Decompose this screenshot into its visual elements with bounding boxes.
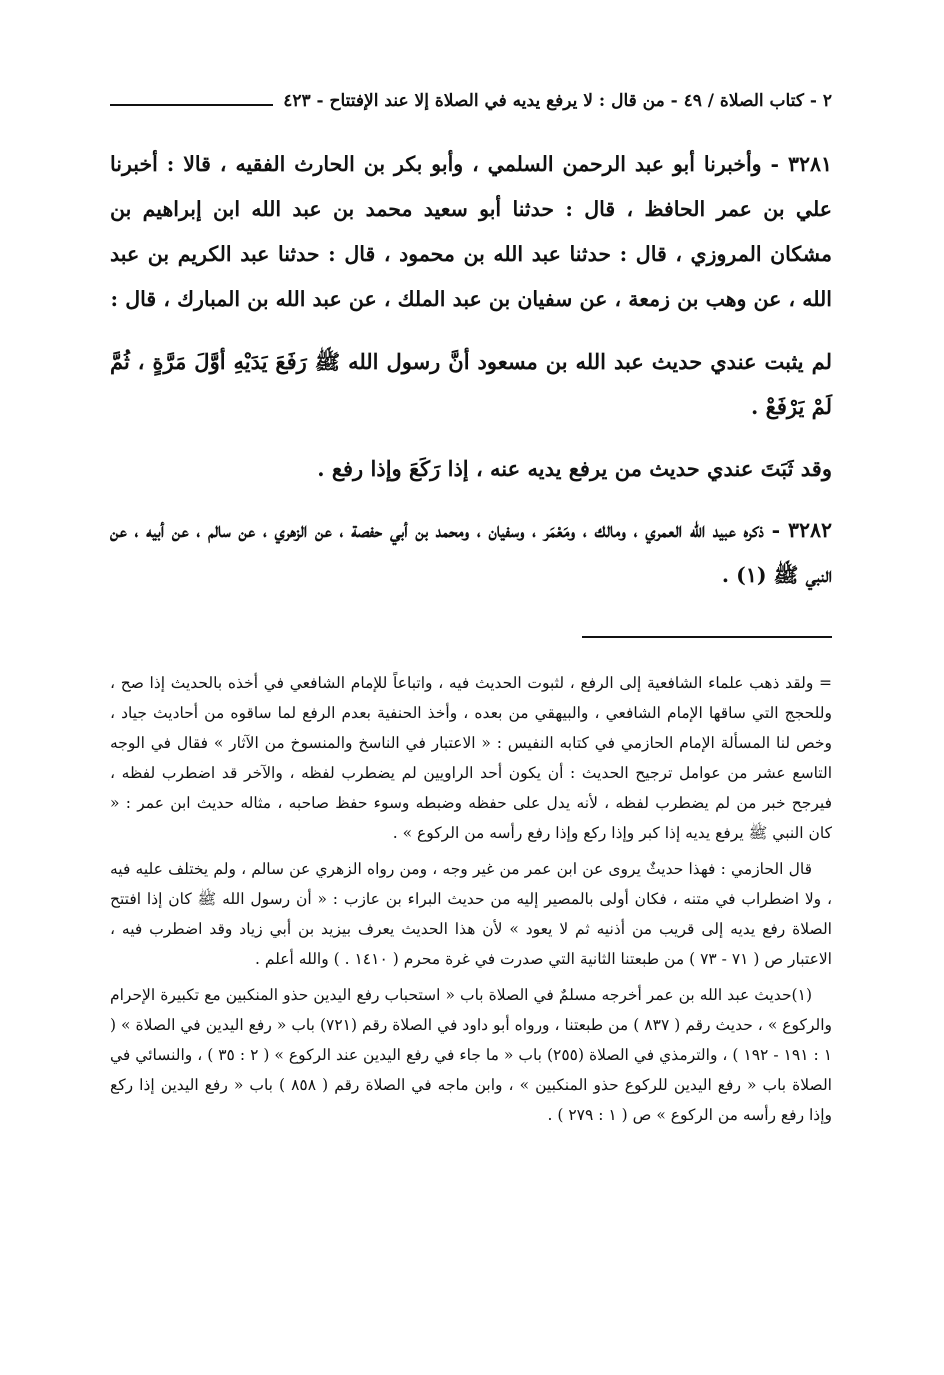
- quote-ibn-mubarak-1: لم يثبت عندي حديث عبد الله بن مسعود أنَّ رسول الله ﷺ رَفَعَ يَدَيْهِ أوَّلَ مَرَّةٍ ، ثُمَّ لَمْ يَرْفَعْ .: [110, 349, 832, 419]
- running-title: ٢ - كتاب الصلاة / ٤٩ - من قال : لا يرفع يديه في الصلاة إلا عند الإفتتاح - ٤٢٣: [283, 91, 832, 111]
- hadith-3281: ٣٢٨١ - وأخبرنا أبو عبد الرحمن السلمي ، وأبو بكر بن الحارث الفقيه ، قالا : أخبرنا علي بن عمر الحافظ ، قال : حدثنا أبو سعيد محمد بن عبد الله ابن إبراهيم بن مشكان المروزي ، قال : حدثنا عبد الله بن محمود ، قال : حدثنا عبد الكريم بن عبد الله ، عن وهب بن زمعة ، عن سفيان بن عبد الملك ، عن عبد الله بن المبارك ، قال :: [110, 152, 832, 311]
- header-rule: [110, 104, 273, 106]
- footnotes: [110, 668, 832, 1136]
- quote-ibn-mubarak-2: وقد ثَبَتَ عندي حديث من يرفع يديه عنه ، إذا رَكَعَ وإذا رفع .: [317, 456, 832, 481]
- footnote-hazimi: قال الحازمي : فهذا حديثٌ يروى عن ابن عمر من غير وجه ، ومن رواه الزهري عن سالم ، ولم يختلف عليه فيه ، ولا اضطراب في متنه ، فكان أولى بالمصير إليه من حديث البراء بن عازب : « أن رسول الله ﷺ كان إذا افتتح الصلاة رفع يديه إلى قريب من أذنيه ثم لا يعود » لأن هذا الحديث يعرف بيزيد بن أبي زياد وقد اضطرب فيه ، الاعتبار ص ( ٧١ - ٧٣ ) من طبعتنا الثانية التي صدرت في غرة محرم ( ١٤١٠ . ) والله أعلم .: [110, 860, 832, 968]
- hadith-3282: ٣٢٨٢ - ذكره عبيد الله العمري ، ومالك ، ومَعْمَر ، وسفيان ، ومحمد بن أبي حفصة ، عن الزهري ، عن سالم ، عن أبيه ، عن النبي ﷺ (١) .: [110, 518, 832, 587]
- main-text: [110, 142, 832, 615]
- footnote-separator: [582, 636, 832, 638]
- running-header: [110, 86, 832, 116]
- footnote-continued: = ولقد ذهب علماء الشافعية إلى الرفع ، لثبوت الحديث فيه ، واتباعاً للإمام الشافعي في أخذه بالحديث إذا صح ، وللحجج التي ساقها الإمام الشافعي ، والبيهقي من بعده ، وأخذ الحنفية بعدم الرفع لما ساقوه من أحاديث جياد ، وخص لنا المسألة الإمام الحازمي في كتابه النفيس : « الاعتبار في الناسخ والمنسوخ من الآثار » فقال في الوجه التاسع عشر من عوامل ترجيح الحديث : أن يكون أحد الراويين لم يضطرب لفظه ، والآخر قد اضطرب لفظه ، فيرجح خبر من لم يضطرب لفظه ، لأنه يدل على حفظه وضبطه وسوء حفظ صاحبه ، مثاله حديث ابن عمر : « كان النبي ﷺ يرفع يديه إذا كبر وإذا ركع وإذا رفع رأسه من الركوع » .: [110, 674, 832, 842]
- footnote-1: (١)حديث عبد الله بن عمر أخرجه مسلمٌ في الصلاة باب « استحباب رفع اليدين حذو المنكبين مع تكبيرة الإحرام والركوع » ، حديث رقم ( ٨٣٧ ) من طبعتنا ، ورواه أبو داود في الصلاة رقم (٧٢١) باب « رفع اليدين في الصلاة » ( ١ : ١٩١ - ١٩٢ ) ، والترمذي في الصلاة (٢٥٥) باب « ما جاء في رفع اليدين عند الركوع » ( ٢ : ٣٥ ) ، والنسائي في الصلاة باب « رفع اليدين للركوع حذو المنكبين » ، وابن ماجه في الصلاة رقم ( ٨٥٨ ) باب « رفع اليدين إذا ركع وإذا رفع رأسه من الركوع » ص ( ١ : ٢٧٩ ) .: [110, 986, 833, 1124]
